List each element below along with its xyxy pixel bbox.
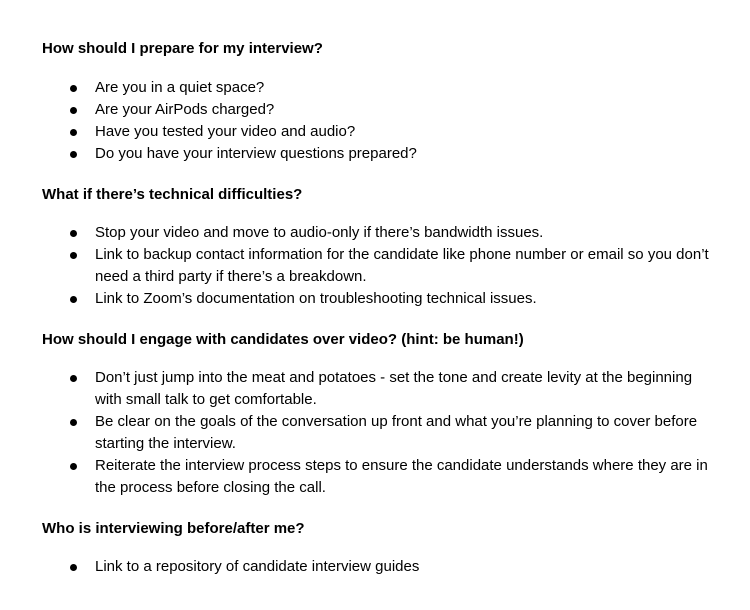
- bullet-icon: [70, 85, 77, 92]
- bullet-icon: [70, 129, 77, 136]
- bullet-icon: [70, 230, 77, 237]
- bullet-icon: [70, 463, 77, 470]
- section-heading-engage: How should I engage with candidates over video? (hint: be human!): [42, 331, 524, 348]
- bullet-icon: [70, 252, 77, 259]
- bullet-icon: [70, 564, 77, 571]
- bullet-icon: [70, 296, 77, 303]
- bullet-icon: [70, 107, 77, 114]
- bullet-icon: [70, 419, 77, 426]
- bullet-icon: [70, 151, 77, 158]
- section-heading-who: Who is interviewing before/after me?: [42, 520, 305, 537]
- bullet-icon: [70, 375, 77, 382]
- section-heading-technical: What if there’s technical difficulties?: [42, 186, 303, 203]
- section-heading-prepare: How should I prepare for my interview?: [42, 40, 323, 57]
